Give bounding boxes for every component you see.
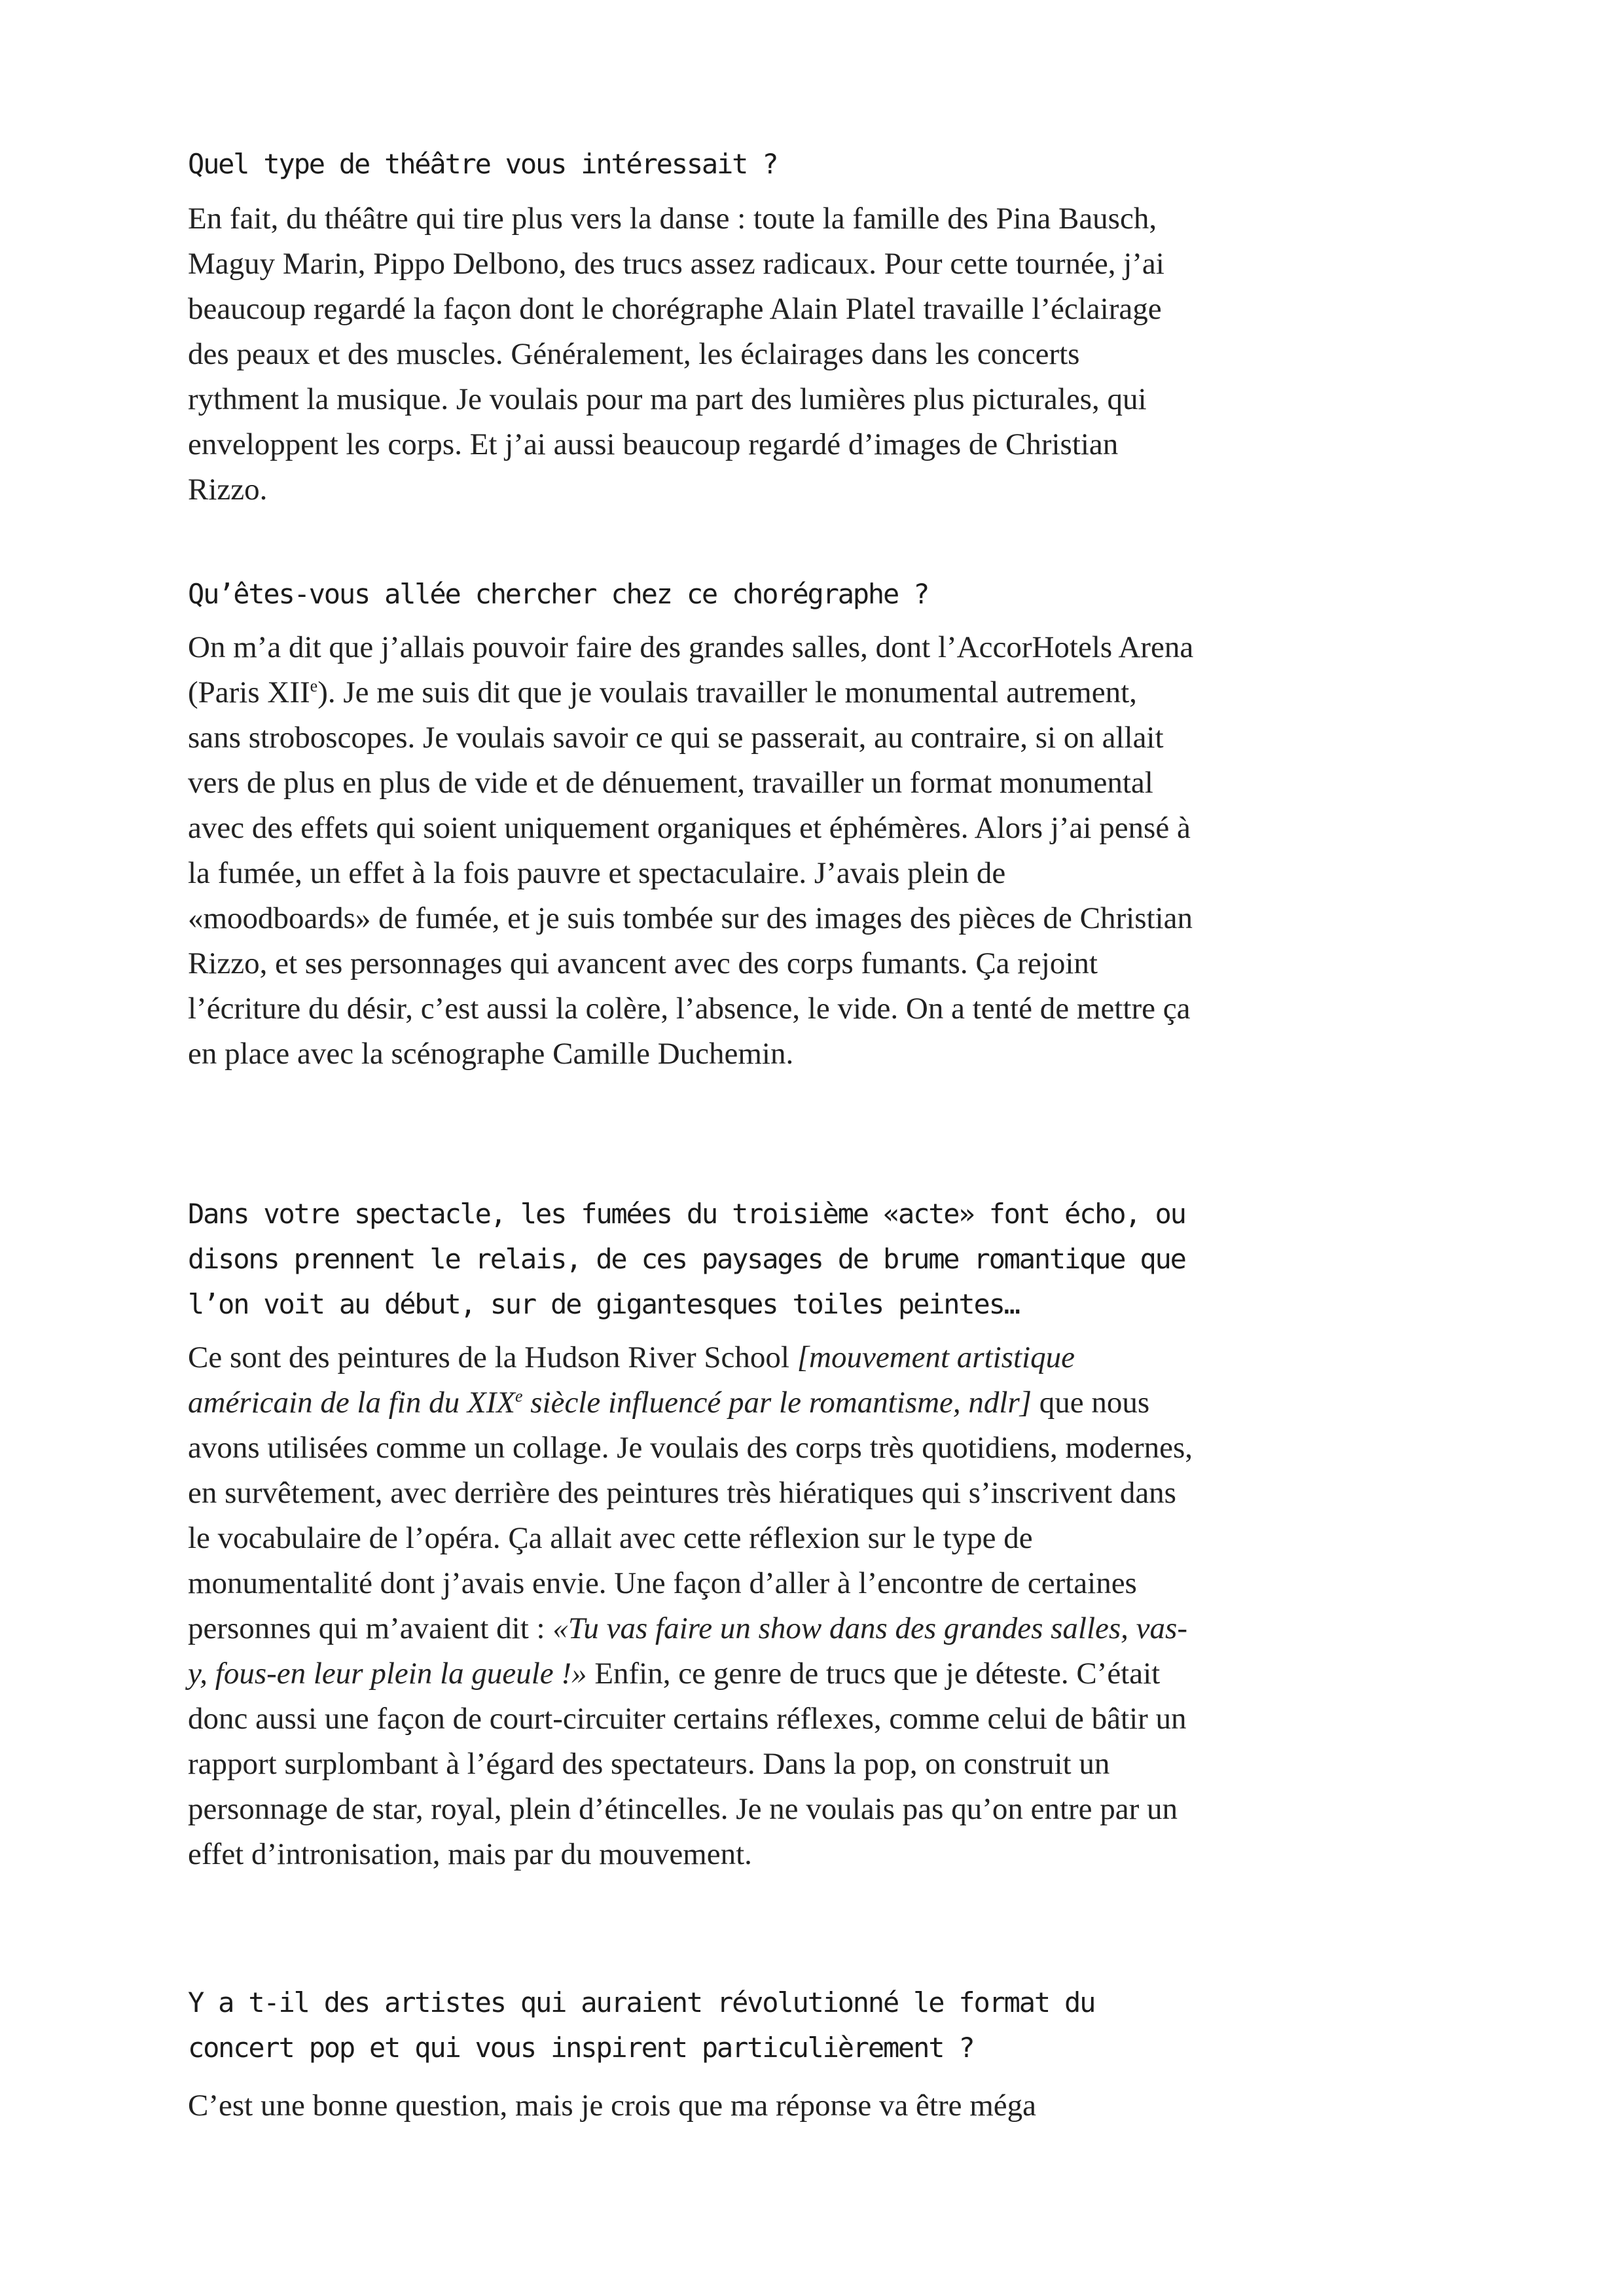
answer-text: Ce sont des peintures de la Hudson River School <box>188 1340 797 1374</box>
interview-question: Dans votre spectacle, les fumées du troisième «acte» font écho, ou disons prennent le relais, de ces paysages de brume romantique que l’on voit au début, sur de gigantesques toiles peintes… <box>188 1198 1185 1320</box>
interview-answer: C’est une bonne question, mais je crois que ma réponse va être méga <box>188 2089 1037 2123</box>
answer-text: Enfin, ce genre de trucs que je déteste. C’était donc aussi une façon de court-circuiter certains réflexes, comme celui de bâtir un rapport surplombant à l’égard des spectateurs. Dans la pop, on construit un personnage de star, royal, plein d’étincelles. Je ne voulais pas qu’on entre par un effet d’intronisation, mais par du mouvement. <box>188 1657 1187 1871</box>
superscript: e <box>514 1386 523 1406</box>
interview-question: Qu’êtes-vous allée chercher chez ce chorégraphe ? <box>188 578 929 610</box>
editor-note-text: siècle influencé par le romantisme, ndlr] <box>522 1386 1032 1420</box>
interview-question: Quel type de théâtre vous intéressait ? <box>188 148 778 180</box>
interview-answer <box>188 1335 1196 1877</box>
quote-text: «Tu vas faire un show dans des grandes salles, vas-y, fous-en leur plein la gueule !» <box>188 1611 1187 1691</box>
answer-text: On m’a dit que j’allais pouvoir faire des grandes salles, dont l’AccorHotels Arena (Paris XII <box>188 630 1194 709</box>
superscript: e <box>310 676 318 696</box>
interview-question: Y a t-il des artistes qui auraient révolutionné le format du concert pop et qui vous inspirent particulièrement ? <box>188 1986 1095 2064</box>
interview-answer: En fait, du théâtre qui tire plus vers la danse : toute la famille des Pina Bausch, Maguy Marin, Pippo Delbono, des trucs assez radicaux. Pour cette tournée, j’ai beaucoup regardé la façon dont le chorégraphe Alain Platel travaille l’éclairage des peaux et des muscles. Généralement, les éclairages dans les concerts rythment la musique. Je voulais pour ma part des lumières plus picturales, qui enveloppent les corps. Et j’ai aussi beaucoup regardé d’images de Christian Rizzo. <box>188 202 1164 507</box>
answer-text: que nous avons utilisées comme un collage. Je voulais des corps très quotidiens, modernes, en survêtement, avec derrière des peintures très hiératiques qui s’inscrivent dans le vocabulaire de l’opéra. Ça allait avec cette réflexion sur le type de monumentalité dont j’avais envie. Une façon d’aller à l’encontre de certaines personnes qui m’avaient dit : <box>188 1386 1193 1645</box>
interview-answer <box>188 625 1196 1077</box>
editor-note-text: [mouvement artistique américain de la fin du XIX <box>188 1340 1075 1420</box>
answer-text: ). Je me suis dit que je voulais travailler le monumental autrement, sans stroboscopes. Je voulais savoir ce qui se passerait, au contraire, si on allait vers de plus en plus de vide et de dénuement, travailler un format monumental avec des effets qui soient uniquement organiques et éphémères. Alors j’ai pensé à la fumée, un effet à la fois pauvre et spectaculaire. J’avais plein de «moodboards» de fumée, et je suis tombée sur des images des pièces de Christian Rizzo, et ses personnages qui avancent avec des corps fumants. Ça rejoint l’écriture du désir, c’est aussi la colère, l’absence, le vide. On a tenté de mettre ça en place avec la scénographe Camille Duchemin. <box>188 675 1193 1071</box>
